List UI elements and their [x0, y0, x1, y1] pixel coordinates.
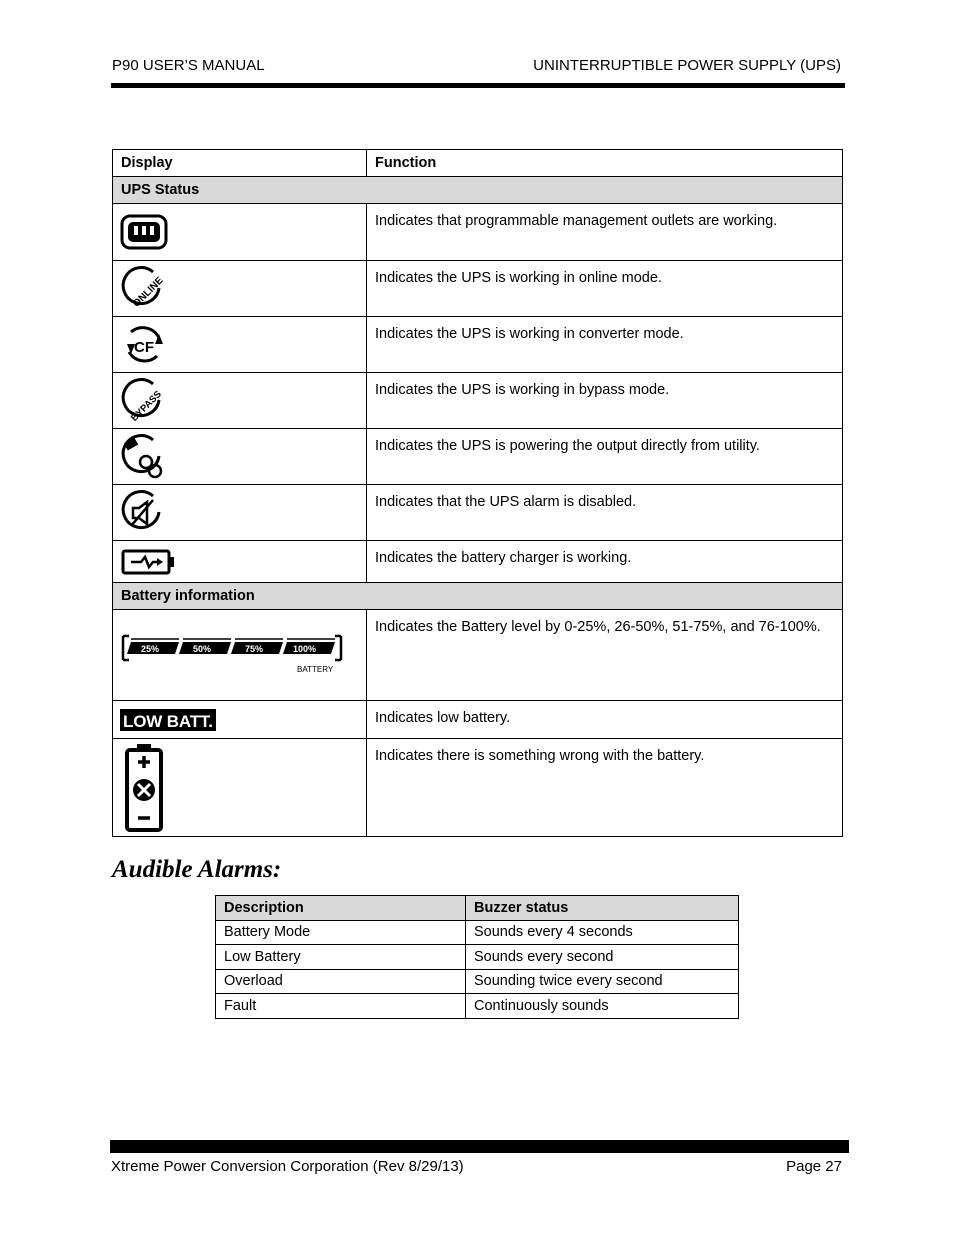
function-text: Indicates the UPS is working in bypass mode.: [367, 373, 843, 429]
table-header-row: [216, 896, 739, 921]
alarm-buzzer-status: Continuously sounds: [466, 994, 739, 1019]
table-row: [216, 994, 739, 1019]
alarm-buzzer-status: Sounds every 4 seconds: [466, 920, 739, 945]
footer-rule: [110, 1140, 849, 1153]
alarm-description: Overload: [216, 969, 466, 994]
audible-alarms-table: [215, 895, 739, 1019]
alarm-disabled-icon: [119, 490, 169, 536]
outlet-icon: [119, 212, 169, 252]
section-battery-information: [113, 583, 843, 610]
svg-text:CF: CF: [134, 338, 154, 356]
table-row: [113, 610, 843, 701]
table-row: [113, 429, 843, 485]
alarm-description: Low Battery: [216, 945, 466, 970]
alarm-description: Fault: [216, 994, 466, 1019]
svg-text:25%: 25%: [141, 644, 160, 654]
section-heading-audible-alarms: Audible Alarms:: [112, 856, 282, 883]
table-row: [113, 373, 843, 429]
function-text: Indicates the Battery level by 0-25%, 26-50%, 51-75%, and 76-100%.: [367, 610, 843, 701]
low-battery-icon: [119, 707, 219, 733]
table-row: [216, 969, 739, 994]
footer-page-number: Page 27: [786, 1158, 842, 1175]
function-text: Indicates the UPS is powering the output directly from utility.: [367, 429, 843, 485]
svg-text:75%: 75%: [245, 644, 264, 654]
svg-text:LOW BATT.: LOW BATT.: [123, 711, 213, 731]
svg-text:ONLINE: ONLINE: [131, 274, 166, 310]
section-ups-status: [113, 177, 843, 204]
eco-mode-icon: [119, 434, 169, 480]
alarm-description: Battery Mode: [216, 920, 466, 945]
function-text: Indicates that the UPS alarm is disabled.: [367, 485, 843, 541]
alarm-buzzer-status: Sounds every second: [466, 945, 739, 970]
table-row: [216, 945, 739, 970]
table-row: [113, 701, 843, 739]
section-title: Battery information: [113, 583, 843, 610]
function-text: Indicates there is something wrong with the battery.: [367, 739, 843, 837]
function-text: Indicates that programmable management outlets are working.: [367, 204, 843, 261]
col-description-header: Description: [216, 896, 466, 921]
online-mode-icon: [119, 266, 169, 312]
table-row: [113, 261, 843, 317]
svg-text:BATTERY: BATTERY: [297, 665, 334, 674]
table-row: [113, 317, 843, 373]
table-row: [216, 920, 739, 945]
function-text: Indicates the UPS is working in converter mode.: [367, 317, 843, 373]
header-product-title: UNINTERRUPTIBLE POWER SUPPLY (UPS): [533, 57, 841, 74]
col-buzzer-header: Buzzer status: [466, 896, 739, 921]
converter-mode-icon: [119, 322, 169, 368]
function-text: Indicates the UPS is working in online mode.: [367, 261, 843, 317]
col-function-header: Function: [367, 150, 843, 177]
header-rule: [111, 83, 845, 88]
function-text: Indicates low battery.: [367, 701, 843, 739]
section-title: UPS Status: [113, 177, 843, 204]
svg-text:50%: 50%: [193, 644, 212, 654]
svg-text:BYPASS: BYPASS: [128, 388, 164, 424]
footer-company: Xtreme Power Conversion Corporation (Rev 8/29/13): [111, 1158, 464, 1175]
col-display-header: Display: [113, 150, 367, 177]
header-manual-title: P90 USER’S MANUAL: [112, 57, 265, 74]
table-row: [113, 204, 843, 261]
battery-charging-icon: [119, 547, 179, 577]
display-function-table: [112, 149, 843, 837]
svg-text:100%: 100%: [293, 644, 317, 654]
battery-level-icon: [119, 630, 347, 680]
bypass-mode-icon: [119, 378, 169, 424]
table-row: [113, 541, 843, 583]
table-header-row: [113, 150, 843, 177]
battery-fault-icon: [119, 742, 169, 834]
table-row: [113, 739, 843, 837]
function-text: Indicates the battery charger is working.: [367, 541, 843, 583]
table-row: [113, 485, 843, 541]
alarm-buzzer-status: Sounding twice every second: [466, 969, 739, 994]
